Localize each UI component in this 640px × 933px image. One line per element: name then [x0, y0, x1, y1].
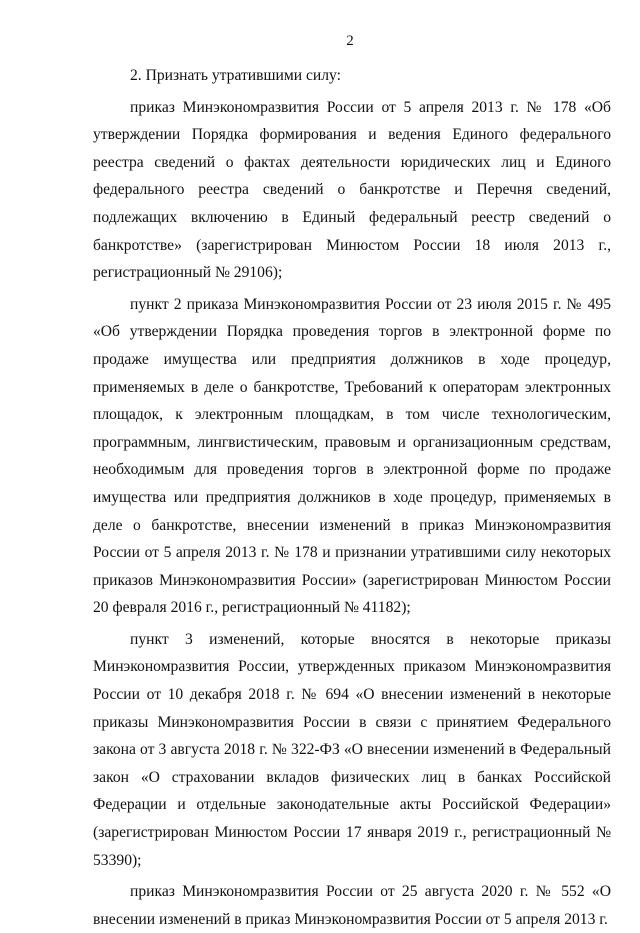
- paragraph-order-552: приказ Минэкономразвития России от 25 августа 2020 г. № 552 «О внесении изменений в приказ Минэкономразвития России от 5 апреля 2013 г.: [93, 883, 611, 928]
- page-number: 2: [346, 33, 354, 49]
- paragraph-order-495: пункт 2 приказа Минэкономразвития России от 23 июля 2015 г. № 495 «Об утверждении Порядка проведения торгов в электронной форме по продаже имущества или предприятия должников в ходе процедур, применяемых в деле о банкротстве, Требований к операторам электронных площадок, к электронным площадкам, в том числе технологическим, программным, лингвистическим, правовым и организационным средствам, необходимым для проведения торгов в электронной форме по продаже имущества или предприятия должников в ходе процедур, применяемых в деле о банкротстве, внесении изменений в приказ Минэкономразвития России от 5 апреля 2013 г. № 178 и признании утратившими силу некоторых приказов Минэкономразвития России» (зарегистрирован Минюстом России 20 февраля 2016 г., регистрационный № 41182);: [93, 295, 611, 617]
- paragraph-order-694: пункт 3 изменений, которые вносятся в некоторые приказы Минэкономразвития России, утвержденных приказом Минэкономразвития России от 10 декабря 2018 г. № 694 «О внесении изменений в некоторые приказы Минэкономразвития России в связи с принятием Федерального закона от 3 августа 2018 г. № 322-ФЗ «О внесении изменений в Федеральный закон «О страховании вкладов физических лиц в банках Российской Федерации и отдельные законодательные акты Российской Федерации» (зарегистрирован Минюстом России 17 января 2019 г., регистрационный № 53390);: [93, 630, 611, 869]
- document-body: [93, 62, 611, 933]
- paragraph-item-2-heading: 2. Признать утратившими силу:: [130, 67, 341, 84]
- paragraph-order-178: приказ Минэкономразвития России от 5 апреля 2013 г. № 178 «Об утверждении Порядка формирования и ведения Единого федерального реестра сведений о фактах деятельности юридических лиц и Единого федерального реестра сведений о банкротстве и Перечня сведений, подлежащих включению в Единый федеральный реестр сведений о банкротстве» (зарегистрирован Минюстом России 18 июля 2013 г., регистрационный № 29106);: [93, 98, 611, 282]
